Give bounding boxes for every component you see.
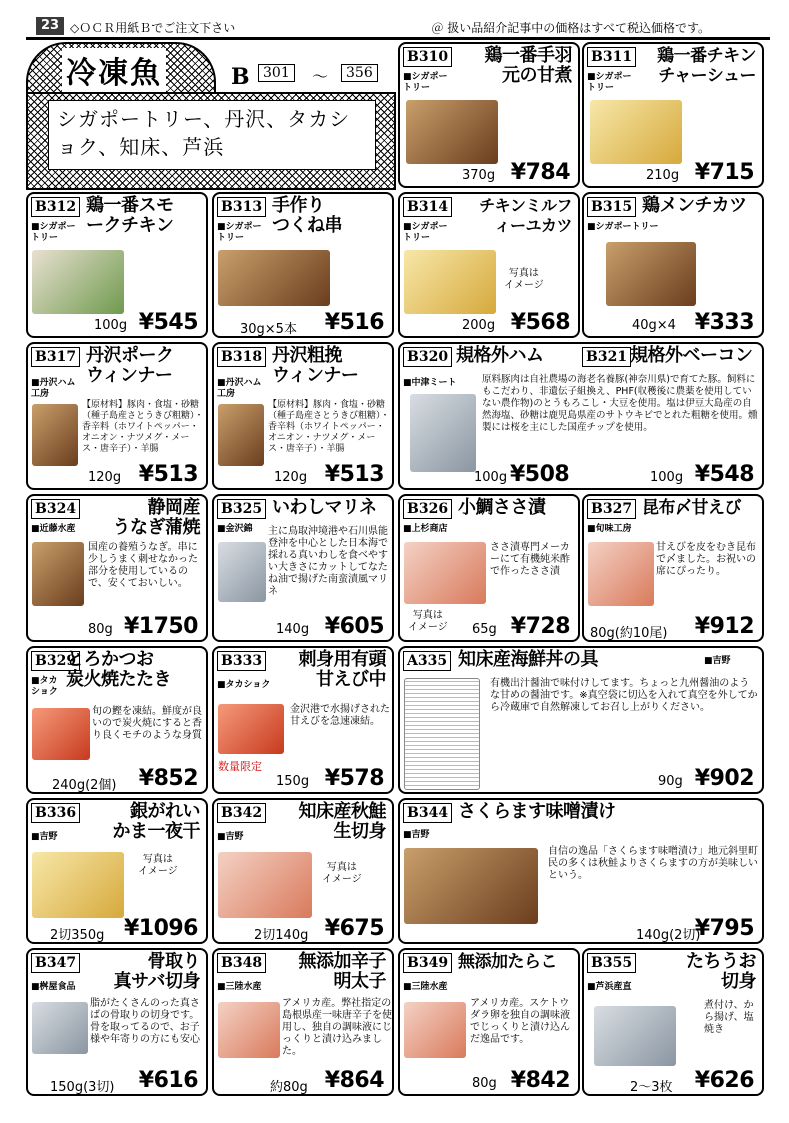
product-description: 自信の逸品「さくらます味噌漬け」地元斜里町民の多くは秋鮭よりさくらますの方が美味しいという。 [548,846,758,881]
product-price: ¥795 [694,916,754,941]
product-price: ¥1750 [123,614,198,639]
product-card-b312[interactable] [26,192,208,338]
product-card-b349[interactable] [398,948,580,1096]
product-price: ¥728 [510,614,570,639]
product-photo [218,852,312,918]
product-description: 甘えびを皮をむき昆布で〆ました。お祝いの席にぴったり。 [656,542,756,577]
product-code: B327 [587,499,636,519]
product-description: 原料豚肉は自社農場の海老名養豚(神奈川県)で育てた豚。飼料にもこだわり、非遺伝子組換え、PHF(収穫後に農薬を使用していない農作物)のとうもろこし・大豆を使用。塩は伊豆大島産の自然海塩、砂糖は鹿児島県産のサトウキビでとれた粗糖を使用。燻製には桜を主にした国産チップを使用。 [482,374,758,433]
product-description: 【原材料】豚肉・食塩・砂糖（種子島産さとうきび粗糖）・香辛料（ホワイトペッパー・オニオン・ナツメグ・メース・唐辛子）・羊腸 [268,400,390,454]
product-description: 金沢港で水揚げされた甘えびを急速凍結。 [290,704,390,727]
product-code: B349 [403,953,452,973]
product-card-b315[interactable] [582,192,764,338]
product-photo [406,100,498,164]
product-card-b355[interactable] [582,948,764,1096]
product-photo [218,704,284,754]
product-price: ¥626 [694,1068,754,1093]
product-name: 無添加辛子 明太子 [298,951,386,992]
image-note: 写真は イメージ [504,268,544,291]
product-photo [32,708,90,760]
product-card-b324[interactable] [26,494,208,642]
product-price: ¥784 [510,160,570,185]
header-rule [26,37,770,40]
product-price: ¥902 [694,766,754,791]
product-price: ¥568 [510,310,570,335]
product-code: B324 [31,499,80,519]
product-weight: 100g [94,318,128,333]
product-photo [594,1006,676,1066]
product-photo [32,852,124,918]
maker-label: ■中津ミート [403,378,457,388]
product-weight: 2切140g [254,928,309,943]
maker-label: ■丹沢ハム 工房 [31,378,76,399]
product-photo [404,542,486,604]
product-weight: 210g [646,168,680,183]
product-photo [218,250,330,306]
product-card-b314[interactable] [398,192,580,338]
product-weight: 30g×5本 [240,322,297,337]
order-form-note: ◇ＯＣＲ用紙Ｂでご注文下さい [70,21,236,35]
product-code: B313 [217,197,266,217]
product-code: B347 [31,953,80,973]
product-card-b344[interactable] [398,798,764,944]
maker-label: ■旬味工房 [587,524,632,534]
product-weight: 約80g [270,1080,308,1095]
product-weight: 80g [472,1076,497,1091]
product-price-b321: ¥548 [694,462,754,487]
image-note: 写真は イメージ [322,862,362,885]
tax-note: ＠ 扱い品紹介記事中の価格はすべて税込価格です。 [431,21,710,35]
product-price: ¥852 [138,766,198,791]
maker-label: ■シガポー トリー [217,222,262,243]
maker-label: ■シガポートリー [587,222,659,232]
product-name-b320: 規格外ハム [456,345,544,366]
maker-label: ■シガポー トリー [31,222,76,243]
product-name: 丹沢ポーク ウィンナー [86,345,174,386]
maker-label: ■金沢錦 [217,524,253,534]
product-card-b333[interactable] [212,646,394,794]
product-description: アメリカ産。弊社指定の島根県産一味唐辛子を使用し、独自の調味液にじっくりと漬け込みました。 [282,998,392,1057]
product-card-b313[interactable] [212,192,394,338]
product-code: B326 [403,499,452,519]
product-card-b320-b321[interactable] [398,342,764,490]
product-price: ¥545 [138,310,198,335]
product-photo [32,542,84,606]
maker-label: ■シガポー トリー [403,72,448,93]
maker-label: ■芦浜産直 [587,982,632,992]
product-price: ¥513 [324,462,384,487]
top-bar [26,17,770,37]
product-weight: 40g×4 [632,318,676,333]
maker-label: ■シガポー トリー [403,222,448,243]
section-title: 冷凍魚 [62,48,166,92]
maker-label: ■三陸水産 [403,982,448,992]
product-price: ¥616 [138,1068,198,1093]
product-code: B333 [217,651,266,671]
section-header [26,42,396,190]
image-note: 写真は イメージ [408,610,448,633]
maker-label: ■タカショク [217,680,271,690]
product-card-b326[interactable] [398,494,580,642]
range-end: 356 [341,64,378,82]
product-description: 主に鳥取沖境港や石川県能登沖を中心とした日本海で採れる真いわしを食べやすい大きさにカットしてなたね油で揚げた南蛮漬風マリネ [268,526,388,597]
product-price: ¥842 [510,1068,570,1093]
product-card-b318[interactable] [212,342,394,490]
makers-list: シガポートリー、丹沢、タカショク、知床、芦浜 [48,100,376,170]
product-name: 昆布〆甘えび [642,498,741,518]
product-code: B314 [403,197,452,217]
product-photo [404,250,496,314]
product-code: B312 [31,197,80,217]
product-code: B342 [217,803,266,823]
product-weight: 150g [276,774,310,789]
product-price: ¥1096 [123,916,198,941]
product-name: 銀がれい かま一夜干 [112,801,200,842]
product-code: B348 [217,953,266,973]
product-price: ¥516 [324,310,384,335]
product-photo [218,404,264,466]
product-weight-b321: 100g [650,470,684,485]
product-card-b336[interactable] [26,798,208,944]
product-weight: 240g(2個) [52,778,117,793]
product-photo [404,848,538,924]
product-card-b327[interactable] [582,494,764,642]
product-name: とろかつお 炭火焼たたき [66,649,171,690]
product-code: B329 [31,651,80,671]
product-price: ¥715 [694,160,754,185]
product-description: 有機出汁醤油で味付けしてます。ちょっと九州醤油のような甘めの醤油です。※真空袋に切込を入れて真空を外してから冷蔵庫で自然解凍してお召し上がりください。 [490,678,758,713]
maker-label: ■近藤水産 [31,524,76,534]
product-photo [404,678,480,790]
product-price: ¥675 [324,916,384,941]
product-weight: 90g [658,774,683,789]
image-note: 写真は イメージ [138,854,178,877]
product-name: 丹沢粗挽 ウィンナー [272,345,359,386]
product-card-b329[interactable] [26,646,208,794]
maker-label: ■三陸水産 [217,982,262,992]
maker-label: ■シガポー トリー [587,72,632,93]
product-description: 旬の鰹を凍結。鮮度が良いので炭火焼にすると香り良くモチのような身質 [92,706,202,741]
maker-label: ■吉野 [217,832,244,842]
product-weight: 370g [462,168,496,183]
product-price: ¥912 [694,614,754,639]
product-name: 刺身用有頭 甘えび中 [298,649,386,690]
maker-label: ■丹沢ハム 工房 [217,378,262,399]
product-code: B355 [587,953,636,973]
range-prefix: B [231,64,250,90]
product-name: 鶏一番チキン チャーシュー [657,46,756,86]
product-description: 国産の養殖うなぎ。串に少しうまく刺せなかった部分を使用しているので、安くておいしい。 [88,542,198,589]
product-price-b320: ¥508 [510,462,570,487]
product-description: ささ漬専門メーカーにて有機純米酢で作ったささ漬 [490,542,570,577]
product-code: B315 [587,197,636,217]
product-weight: 80g(約10尾) [590,626,668,641]
product-weight: 150g(3切) [50,1080,115,1095]
maker-label: ■吉野 [704,656,731,666]
product-weight-b320: 100g [474,470,508,485]
page-number: 23 [36,17,64,35]
product-weight: 2～3枚 [630,1080,673,1095]
product-weight: 65g [472,622,497,637]
product-code: B336 [31,803,80,823]
product-name: 鶏一番手羽 元の甘煮 [484,45,572,86]
product-weight: 120g [274,470,308,485]
product-name: 鶏一番スモ ークチキン [86,195,174,236]
product-weight: 140g [276,622,310,637]
product-code: B318 [217,347,266,367]
product-code: B310 [403,47,452,67]
product-name: 知床産秋鮭 生切身 [298,801,386,842]
maker-label: ■上杉商店 [403,524,448,534]
product-name: 静岡産 うなぎ蒲焼 [112,497,200,538]
product-code: B344 [403,803,452,823]
product-description: アメリカ産。スケトウダラ卵を独自の調味液でじっくりと漬け込んだ逸品です。 [470,998,570,1045]
product-code: A335 [403,651,451,671]
product-name-b321: 規格外ベーコン [630,345,753,366]
product-price: ¥513 [138,462,198,487]
product-photo [32,1002,88,1054]
range-start: 301 [258,64,295,82]
product-card-b348[interactable] [212,948,394,1096]
product-name: 小鯛ささ漬 [458,497,546,518]
product-code: B325 [217,499,266,519]
product-photo [404,1002,466,1058]
product-code: B317 [31,347,80,367]
product-weight: 80g [88,622,113,637]
maker-label: ■桝屋食品 [31,982,76,992]
maker-label: ■吉野 [31,832,58,842]
product-card-b325[interactable] [212,494,394,642]
product-weight: 200g [462,318,496,333]
product-card-b317[interactable] [26,342,208,490]
product-price: ¥578 [324,766,384,791]
product-name: 無添加たらこ [458,952,557,972]
maker-label: ■吉野 [403,830,430,840]
product-price: ¥864 [324,1068,384,1093]
product-name: さくらます味噌漬け [458,801,616,822]
product-code-b321: B321 [582,347,631,367]
range-separator: ～ [312,67,329,86]
limited-quantity-badge: 数量限定 [218,760,262,773]
product-card-b311[interactable] [582,42,764,188]
product-name: 骨取り 真サバ切身 [113,951,200,992]
product-card-b342[interactable] [212,798,394,944]
product-photo [606,242,696,306]
product-card-b347[interactable] [26,948,208,1096]
product-description: 脂がたくさんのった真さばの骨取りの切身です。骨を取ってるので、お子様や年寄りの方にも安心 [90,998,200,1045]
product-card-b310[interactable] [398,42,580,188]
product-price: ¥605 [324,614,384,639]
product-photo [32,404,78,466]
product-name: 知床産海鮮丼の具 [458,649,598,670]
maker-label: ■タカ ショク [31,676,58,697]
product-weight: 140g(2切) [636,928,701,943]
product-card-a335[interactable] [398,646,764,794]
product-name: たちうお 切身 [686,951,756,992]
product-price: ¥333 [694,310,754,335]
product-weight: 120g [88,470,122,485]
product-description: 煮付け、から揚げ、塩焼き [704,1000,754,1035]
product-photo [218,542,266,602]
product-photo [218,1002,280,1058]
product-photo [588,542,654,606]
product-code: B311 [587,47,636,67]
product-photo [32,250,124,314]
product-name: 鶏メンチカツ [642,195,747,216]
product-name: いわしマリネ [272,497,377,518]
product-weight: 2切350g [50,928,105,943]
product-code-b320: B320 [403,347,452,367]
product-name: チキンミルフ ィーユカツ [479,196,572,235]
product-name: 手作り つくね串 [272,195,342,236]
product-photo [410,394,476,472]
product-photo [590,100,682,164]
product-description: 【原材料】豚肉・食塩・砂糖（種子島産さとうきび粗糖）・香辛料（ホワイトペッパー・オニオン・ナツメグ・メース・唐辛子）・羊腸 [82,400,204,454]
